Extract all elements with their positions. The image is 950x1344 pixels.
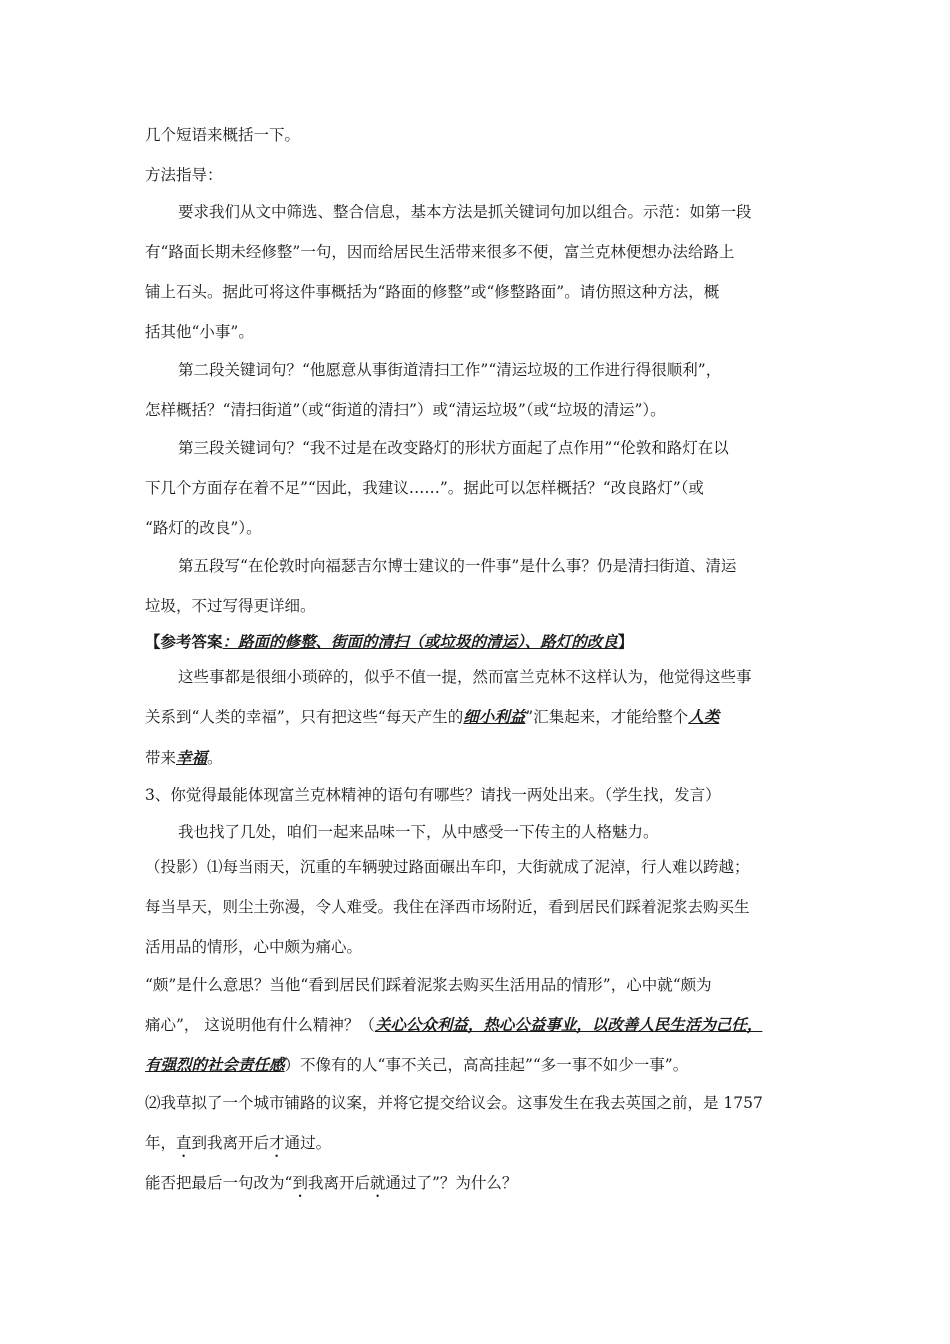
text-line: ⑵我草拟了一个城市铺路的议案，并将它提交给议会。这事发生在我去英国之前，是 1757 (145, 1094, 763, 1112)
text-line (145, 748, 223, 768)
emphasis-span: 幸福 (176, 748, 208, 767)
text-line: 活用品的情形，心中颇为痛心。 (145, 938, 363, 956)
answer-label: 【参考答案 (145, 632, 223, 651)
text-span: ）不像有的人“事不关己，高高挂起”“多一事不如少一事”。 (284, 1056, 689, 1074)
answer-close: 】 (617, 632, 634, 651)
text-line: 有“路面长期未经修整”一句，因而给居民生活带来很多不便，富兰克林便想办法给路上 (145, 243, 735, 261)
emphasis-span: 关心公众利益，热心公益事业，以改善人民生活为己任， (374, 1015, 763, 1034)
text-span: 关系到“人类的幸福”，只有把这些“每天产生的 (145, 708, 464, 726)
question-line: 3、你觉得最能体现富兰克林精神的语句有哪些？请找一两处出来。（学生找，发言） (145, 786, 721, 804)
text-line: 我也找了几处，咱们一起来品味一下，从中感受一下传主的人格魅力。 (178, 823, 659, 841)
dotted-char: 才 (269, 1134, 285, 1152)
emphasis-span: 人类 (688, 707, 720, 726)
text-line (145, 1173, 517, 1201)
answer-text: ：路面的修整、街面的清扫（或垃圾的清运）、路灯的改良 (222, 632, 618, 651)
dotted-char: 就 (369, 1174, 386, 1192)
section-heading: 方法指导： (145, 166, 223, 184)
text-span: 我离开后 (307, 1174, 370, 1192)
text-line: 怎样概括？“清扫街道”（或“街道的清扫”）或“清运垃圾”（或“垃圾的清运”）。 (145, 401, 666, 419)
text-span: 。 (207, 749, 223, 767)
text-line: 下几个方面存在着不足”“因此，我建议……”。据此可以怎样概括？“改良路灯”（或 (145, 479, 704, 497)
text-span: ”汇集起来，才能给整个 (525, 708, 689, 726)
text-span: 通过。 (284, 1134, 332, 1152)
text-line (145, 1015, 762, 1035)
text-line: 要求我们从文中筛选、整合信息，基本方法是抓关键词句加以组合。示范：如第一段 (178, 203, 752, 221)
text-span: 通过了”？为什么？ (385, 1174, 518, 1192)
text-line: （投影）⑴每当雨天，沉重的车辆驶过路面碾出车印，大街就成了泥淖，行人难以跨越； (145, 858, 750, 876)
text-line: 括其他“小事”。 (145, 323, 254, 341)
text-line (145, 707, 719, 727)
text-line (145, 1055, 688, 1075)
text-span: 痛心”， 这说明他有什么精神？（ (145, 1016, 375, 1034)
text-line: “路灯的改良”）。 (145, 519, 262, 537)
emphasis-span: 有强烈的社会责任感 (145, 1055, 285, 1074)
text-line: 每当旱天，则尘土弥漫，令人难受。我住在泽西市场附近，看到居民们踩着泥浆去购买生 (145, 898, 750, 916)
text-line (145, 1133, 331, 1161)
text-line: 几个短语来概括一下。 (145, 126, 301, 144)
emphasis-span: 细小利益 (463, 707, 526, 726)
text-span: 带来 (145, 749, 177, 767)
reference-answer (145, 632, 633, 652)
text-line: “颇”是什么意思？当他“看到居民们踩着泥浆去购买生活用品的情形”，心中就“颇为 (145, 976, 712, 994)
dotted-char: 到 (292, 1174, 308, 1192)
text-line: 第三段关键词句？“我不过是在改变路灯的形状方面起了点作用”“伦敦和路灯在以 (178, 439, 729, 457)
text-line: 第二段关键词句？“他愿意从事街道清扫工作”“清运垃圾的工作进行得很顺利”， (178, 361, 722, 379)
text-span: 年， (145, 1134, 177, 1152)
text-span: 能否把最后一句改为“ (145, 1174, 293, 1192)
text-line: 垃圾，不过写得更详细。 (145, 597, 316, 615)
text-line: 这些事都是很细小琐碎的，似乎不值一提，然而富兰克林不这样认为，他觉得这些事 (178, 668, 752, 686)
dotted-char: 直 (176, 1134, 192, 1152)
text-line: 铺上石头。据此可将这件事概括为“路面的修整”或“修整路面”。请仿照这种方法，概 (145, 283, 720, 301)
text-span: 到我离开后 (191, 1134, 270, 1152)
text-line: 第五段写“在伦敦时向福瑟吉尔博士建议的一件事”是什么事？仍是清扫街道、清运 (178, 557, 737, 575)
